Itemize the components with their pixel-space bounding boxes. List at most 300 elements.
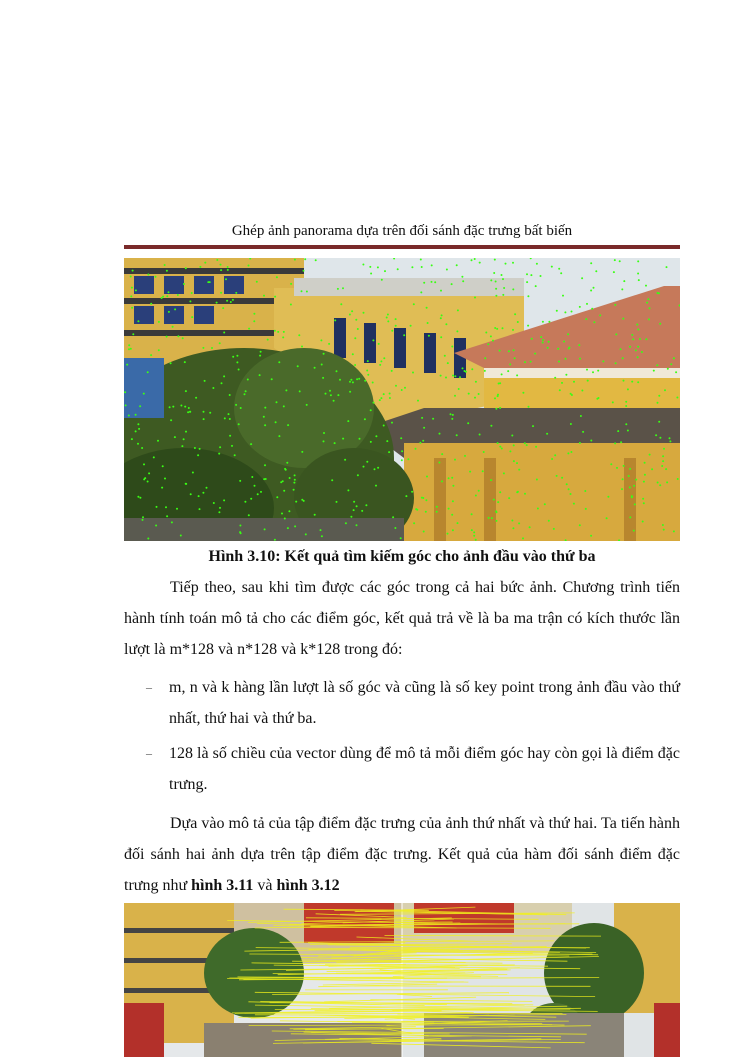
keypoint-dot xyxy=(490,335,492,337)
keypoint-dot xyxy=(143,478,145,480)
keypoint-dot xyxy=(183,438,185,440)
keypoint-dot xyxy=(256,281,258,283)
matching-photo xyxy=(124,903,680,1057)
keypoint-dot xyxy=(512,329,514,331)
keypoint-dot xyxy=(392,516,394,518)
keypoint-dot xyxy=(484,357,486,359)
keypoint-dot xyxy=(391,422,393,424)
keypoint-dot xyxy=(620,441,622,443)
keypoint-dot xyxy=(352,381,354,383)
keypoint-dot xyxy=(579,306,581,308)
keypoint-dot xyxy=(464,455,466,457)
keypoint-dot xyxy=(446,269,448,271)
keypoint-dot xyxy=(199,266,201,268)
keypoint-dot xyxy=(490,279,492,281)
keypoint-dot xyxy=(536,479,538,481)
keypoint-dot xyxy=(383,425,385,427)
keypoint-dot xyxy=(383,393,385,395)
keypoint-dot xyxy=(587,380,589,382)
keypoint-dot xyxy=(627,388,629,390)
keypoint-dot xyxy=(147,538,149,540)
running-header: Ghép ảnh panorama dựa trên đối sánh đặc trưng bất biến xyxy=(231,223,573,239)
keypoint-dot xyxy=(287,527,289,529)
keypoint-dot xyxy=(502,278,504,280)
keypoint-dot xyxy=(445,377,447,379)
keypoint-dot xyxy=(537,508,539,510)
keypoint-dot xyxy=(420,291,422,293)
keypoint-dot xyxy=(171,521,173,523)
keypoint-dot xyxy=(578,344,580,346)
keypoint-dot xyxy=(177,294,179,296)
keypoint-dot xyxy=(643,481,645,483)
keypoint-dot xyxy=(155,525,157,527)
keypoint-dot xyxy=(471,529,473,531)
keypoint-dot xyxy=(185,483,187,485)
keypoint-dot xyxy=(503,287,505,289)
keypoint-dot xyxy=(334,319,336,321)
keypoint-dot xyxy=(651,468,653,470)
keypoint-dot xyxy=(462,367,464,369)
keypoint-dot xyxy=(420,259,422,261)
keypoint-dot xyxy=(253,320,255,322)
keypoint-dot xyxy=(147,481,149,483)
keypoint-dot xyxy=(219,342,221,344)
keypoint-dot xyxy=(185,267,187,269)
keypoint-dot xyxy=(559,389,561,391)
keypoint-dot xyxy=(625,401,627,403)
keypoint-dot xyxy=(564,311,566,313)
keypoint-dot xyxy=(314,367,316,369)
keypoint-dot xyxy=(203,411,205,413)
keypoint-dot xyxy=(573,381,575,383)
keypoint-dot xyxy=(456,330,458,332)
keypoint-dot xyxy=(590,440,592,442)
keypoint-dot xyxy=(570,451,572,453)
keypoint-dot xyxy=(204,262,206,264)
keypoint-dot xyxy=(220,292,222,294)
keypoint-dot xyxy=(226,300,228,302)
keypoint-dot xyxy=(610,463,612,465)
keypoint-dot xyxy=(585,318,587,320)
keypoint-dot xyxy=(534,353,536,355)
keypoint-dot xyxy=(428,335,430,337)
keypoint-dot xyxy=(563,341,565,343)
keypoint-dot xyxy=(499,491,501,493)
keypoint-dot xyxy=(180,405,182,407)
keypoint-dot xyxy=(511,520,513,522)
keypoint-dot xyxy=(623,380,625,382)
keypoint-dot xyxy=(586,303,588,305)
keypoint-dot xyxy=(229,394,231,396)
keypoint-dot xyxy=(359,438,361,440)
keypoint-dot xyxy=(663,448,665,450)
keypoint-dot xyxy=(619,260,621,262)
keypoint-dot xyxy=(184,406,186,408)
keypoint-dot xyxy=(333,400,335,402)
keypoint-dot xyxy=(128,415,130,417)
keypoint-dot xyxy=(512,288,514,290)
keypoint-dot xyxy=(657,482,659,484)
keypoint-dot xyxy=(546,433,548,435)
keypoint-dot xyxy=(639,338,641,340)
keypoint-dot xyxy=(516,462,518,464)
keypoint-dot xyxy=(397,268,399,270)
keypoint-dot xyxy=(479,434,481,436)
keypoint-dot xyxy=(426,476,428,478)
keypoint-dot xyxy=(528,406,530,408)
keypoint-dot xyxy=(218,453,220,455)
keypoint-dot xyxy=(514,357,516,359)
keypoint-dot xyxy=(512,527,514,529)
keypoint-dot xyxy=(657,292,659,294)
keypoint-dot xyxy=(387,320,389,322)
keypoint-dot xyxy=(222,307,224,309)
keypoint-dot xyxy=(527,325,529,327)
keypoint-dot xyxy=(447,533,449,535)
keypoint-dot xyxy=(370,441,372,443)
keypoint-dot xyxy=(158,321,160,323)
keypoint-dot xyxy=(286,462,288,464)
keypoint-dot xyxy=(135,414,137,416)
keypoint-dot xyxy=(202,347,204,349)
keypoint-dot xyxy=(615,333,617,335)
keypoint-dot xyxy=(526,281,528,283)
keypoint-dot xyxy=(350,379,352,381)
keypoint-dot xyxy=(438,462,440,464)
keypoint-dot xyxy=(633,530,635,532)
keypoint-dot xyxy=(166,515,168,517)
keypoint-dot xyxy=(148,472,150,474)
keypoint-dot xyxy=(436,506,438,508)
keypoint-dot xyxy=(471,259,473,261)
keypoint-dot xyxy=(560,272,562,274)
keypoint-dot xyxy=(661,465,663,467)
keypoint-dot xyxy=(365,504,367,506)
keypoint-dot xyxy=(354,364,356,366)
keypoint-dot xyxy=(581,390,583,392)
keypoint-dot xyxy=(622,478,624,480)
keypoint-dot xyxy=(358,378,360,380)
keypoint-dot xyxy=(646,302,648,304)
keypoint-dot xyxy=(357,474,359,476)
keypoint-dot xyxy=(230,301,232,303)
keypoint-dot xyxy=(582,431,584,433)
keypoint-dot xyxy=(636,324,638,326)
keypoint-dot xyxy=(380,360,382,362)
keypoint-dot xyxy=(422,440,424,442)
keypoint-dot xyxy=(666,481,668,483)
paragraph-1: Tiếp theo, sau khi tìm được các góc trong cả hai bức ảnh. Chương trình tiến hành tính toán mô tả cho các điểm góc, kết quả trả về là ba ma trận có kích thước lần lượt là m*128 và n*128 và k*128 trong đó: xyxy=(124,579,680,658)
keypoint-dot xyxy=(239,480,241,482)
keypoint-dot xyxy=(629,486,631,488)
keypoint-dot xyxy=(586,369,588,371)
keypoint-dot xyxy=(496,328,498,330)
keypoint-dot xyxy=(454,375,456,377)
keypoint-dot xyxy=(245,390,247,392)
keypoint-dot xyxy=(204,380,206,382)
keypoint-dot xyxy=(495,288,497,290)
keypoint-dot xyxy=(130,295,132,297)
keypoint-dot xyxy=(496,520,498,522)
keypoint-dot xyxy=(531,338,533,340)
keypoint-dot xyxy=(454,395,456,397)
keypoint-dot xyxy=(257,493,259,495)
keypoint-dot xyxy=(585,508,587,510)
keypoint-dot xyxy=(164,478,166,480)
keypoint-dot xyxy=(648,318,650,320)
keypoint-dot xyxy=(321,535,323,537)
keypoint-dot xyxy=(492,340,494,342)
keypoint-dot xyxy=(579,524,581,526)
keypoint-dot xyxy=(508,497,510,499)
keypoint-dot xyxy=(375,435,377,437)
keypoint-dot xyxy=(301,451,303,453)
keypoint-dot xyxy=(517,321,519,323)
keypoint-dot xyxy=(565,358,567,360)
keypoint-dot xyxy=(422,497,424,499)
keypoint-dot xyxy=(238,423,240,425)
keypoint-dot xyxy=(142,516,144,518)
keypoint-dot xyxy=(497,501,499,503)
keypoint-dot xyxy=(496,511,498,513)
keypoint-dot xyxy=(391,330,393,332)
keypoint-dot xyxy=(143,393,145,395)
keypoint-dot xyxy=(637,260,639,262)
keypoint-dot xyxy=(294,259,296,261)
keypoint-dot xyxy=(284,518,286,520)
keypoint-dot xyxy=(623,465,625,467)
keypoint-dot xyxy=(350,516,352,518)
keypoint-dot xyxy=(298,334,300,336)
keypoint-dot xyxy=(548,520,550,522)
keypoint-dot xyxy=(387,314,389,316)
keypoint-dot xyxy=(434,281,436,283)
keypoint-dot xyxy=(461,276,463,278)
keypoint-dot xyxy=(130,276,132,278)
keypoint-dot xyxy=(509,450,511,452)
keypoint-dot xyxy=(329,390,331,392)
keypoint-dot xyxy=(198,495,200,497)
keypoint-dot xyxy=(165,506,167,508)
keypoint-dot xyxy=(403,334,405,336)
keypoint-dot xyxy=(513,444,515,446)
keypoint-dot xyxy=(174,308,176,310)
keypoint-dot xyxy=(294,479,296,481)
keypoint-dot xyxy=(166,295,168,297)
keypoint-dot xyxy=(349,314,351,316)
keypoint-dot xyxy=(231,445,233,447)
keypoint-dot xyxy=(659,484,661,486)
keypoint-dot xyxy=(475,495,477,497)
keypoint-dot xyxy=(283,331,285,333)
keypoint-dot xyxy=(498,383,500,385)
keypoint-dot xyxy=(509,363,511,365)
keypoint-dot xyxy=(590,262,592,264)
keypoint-dot xyxy=(236,361,238,363)
keypoint-dot xyxy=(516,374,518,376)
keypoint-dot xyxy=(629,346,631,348)
keypoint-dot xyxy=(260,491,262,493)
keypoint-dot xyxy=(468,393,470,395)
keypoint-dot xyxy=(488,517,490,519)
keypoint-dot xyxy=(547,347,549,349)
keypoint-dot xyxy=(182,337,184,339)
keypoint-dot xyxy=(244,393,246,395)
keypoint-dot xyxy=(378,343,380,345)
keypoint-dot xyxy=(493,499,495,501)
keypoint-dot xyxy=(235,404,237,406)
keypoint-dot xyxy=(562,295,564,297)
keypoint-dot xyxy=(223,332,225,334)
keypoint-dot xyxy=(427,322,429,324)
keypoint-dot xyxy=(451,346,453,348)
keypoint-dot xyxy=(337,394,339,396)
keypoint-dot xyxy=(662,460,664,462)
keypoint-dot xyxy=(474,397,476,399)
keypoint-dot xyxy=(301,290,303,292)
keypoint-dot xyxy=(379,364,381,366)
keypoint-dot xyxy=(536,263,538,265)
keypoint-dot xyxy=(431,281,433,283)
keypoint-dot xyxy=(632,338,634,340)
keypoint-dot xyxy=(347,420,349,422)
keypoint-dot xyxy=(283,490,285,492)
keypoint-dot xyxy=(411,491,413,493)
keypoint-dot xyxy=(161,297,163,299)
keypoint-dot xyxy=(633,485,635,487)
keypoint-dot xyxy=(557,348,559,350)
keypoint-dot xyxy=(451,283,453,285)
keypoint-dot xyxy=(512,262,514,264)
keypoint-dot xyxy=(379,399,381,401)
keypoint-dot xyxy=(306,291,308,293)
keypoint-dot xyxy=(474,297,476,299)
keypoint-dot xyxy=(356,505,358,507)
keypoint-dot xyxy=(431,264,433,266)
keypoint-dot xyxy=(223,499,225,501)
keypoint-dot xyxy=(635,479,637,481)
keypoint-dot xyxy=(591,308,593,310)
keypoint-dot xyxy=(405,495,407,497)
keypoint-dot xyxy=(176,508,178,510)
keypoint-dot xyxy=(503,472,505,474)
keypoint-dot xyxy=(501,373,503,375)
figure-ref: hình 3.11 xyxy=(191,877,254,894)
keypoint-dot xyxy=(153,456,155,458)
keypoint-dot xyxy=(617,430,619,432)
keypoint-dot xyxy=(240,407,242,409)
keypoint-dot xyxy=(202,492,204,494)
keypoint-dot xyxy=(315,259,317,261)
keypoint-dot xyxy=(540,336,542,338)
keypoint-dot xyxy=(614,442,616,444)
keypoint-dot xyxy=(440,375,442,377)
keypoint-dot xyxy=(673,357,675,359)
keypoint-dot xyxy=(248,265,250,267)
keypoint-dot xyxy=(130,348,132,350)
keypoint-dot xyxy=(645,285,647,287)
bullet-mark: – xyxy=(146,680,152,694)
keypoint-dot xyxy=(356,378,358,380)
list-item-text: 128 là số chiều của vector dùng để mô tả mỗi điểm góc hay còn gọi là điểm đặc trưng. xyxy=(169,745,680,793)
keypoint-dot xyxy=(323,440,325,442)
keypoint-dot xyxy=(499,350,501,352)
keypoint-dot xyxy=(482,470,484,472)
keypoint-dot xyxy=(250,443,252,445)
keypoint-dot xyxy=(499,446,501,448)
keypoint-dot xyxy=(218,511,220,513)
keypoint-dot xyxy=(131,307,133,309)
keypoint-dot xyxy=(361,510,363,512)
keypoint-dot xyxy=(475,539,477,541)
keypoint-dot xyxy=(314,514,316,516)
keypoint-dot xyxy=(168,291,170,293)
keypoint-dot xyxy=(289,477,291,479)
keypoint-dot xyxy=(511,435,513,437)
keypoint-dot xyxy=(474,258,476,260)
keypoint-dot xyxy=(363,466,365,468)
keypoint-dot xyxy=(155,276,157,278)
keypoint-dot xyxy=(395,385,397,387)
keypoint-dot xyxy=(568,347,570,349)
keypoint-dot xyxy=(363,312,365,314)
keypoint-dot xyxy=(570,493,572,495)
keypoint-dot xyxy=(211,347,213,349)
keypoint-dot xyxy=(413,303,415,305)
keypoint-dot xyxy=(284,468,286,470)
keypoint-dot xyxy=(181,445,183,447)
keypoint-dot xyxy=(629,516,631,518)
keypoint-dot xyxy=(323,432,325,434)
keypoint-dot xyxy=(669,440,671,442)
keypoint-dot xyxy=(192,472,194,474)
keypoint-dot xyxy=(370,409,372,411)
keypoint-dot xyxy=(278,361,280,363)
keypoint-dot xyxy=(264,464,266,466)
keypoint-dot xyxy=(283,405,285,407)
keypoint-dot xyxy=(278,435,280,437)
keypoint-dot xyxy=(554,377,556,379)
keypoint-dot xyxy=(216,302,218,304)
keypoint-dot xyxy=(561,382,563,384)
keypoint-dot xyxy=(415,448,417,450)
keypoint-dot xyxy=(441,480,443,482)
keypoint-dot xyxy=(566,483,568,485)
keypoint-dot xyxy=(183,283,185,285)
keypoint-dot xyxy=(637,346,639,348)
keypoint-dot xyxy=(508,350,510,352)
keypoint-dot xyxy=(475,381,477,383)
keypoint-dot xyxy=(644,462,646,464)
keypoint-dot xyxy=(207,281,209,283)
keypoint-dot xyxy=(452,500,454,502)
keypoint-dot xyxy=(669,437,671,439)
keypoint-dot xyxy=(579,442,581,444)
keypoint-dot xyxy=(426,307,428,309)
keypoint-dot xyxy=(206,487,208,489)
keypoint-dot xyxy=(658,395,660,397)
keypoint-dot xyxy=(166,336,168,338)
keypoint-dot xyxy=(203,418,205,420)
keypoint-dot xyxy=(306,404,308,406)
keypoint-dot xyxy=(293,482,295,484)
keypoint-dot xyxy=(677,478,679,480)
keypoint-dot xyxy=(232,299,234,301)
keypoint-dot xyxy=(655,434,657,436)
keypoint-dot xyxy=(440,336,442,338)
keypoint-dot xyxy=(657,402,659,404)
keypoint-dot xyxy=(191,316,193,318)
